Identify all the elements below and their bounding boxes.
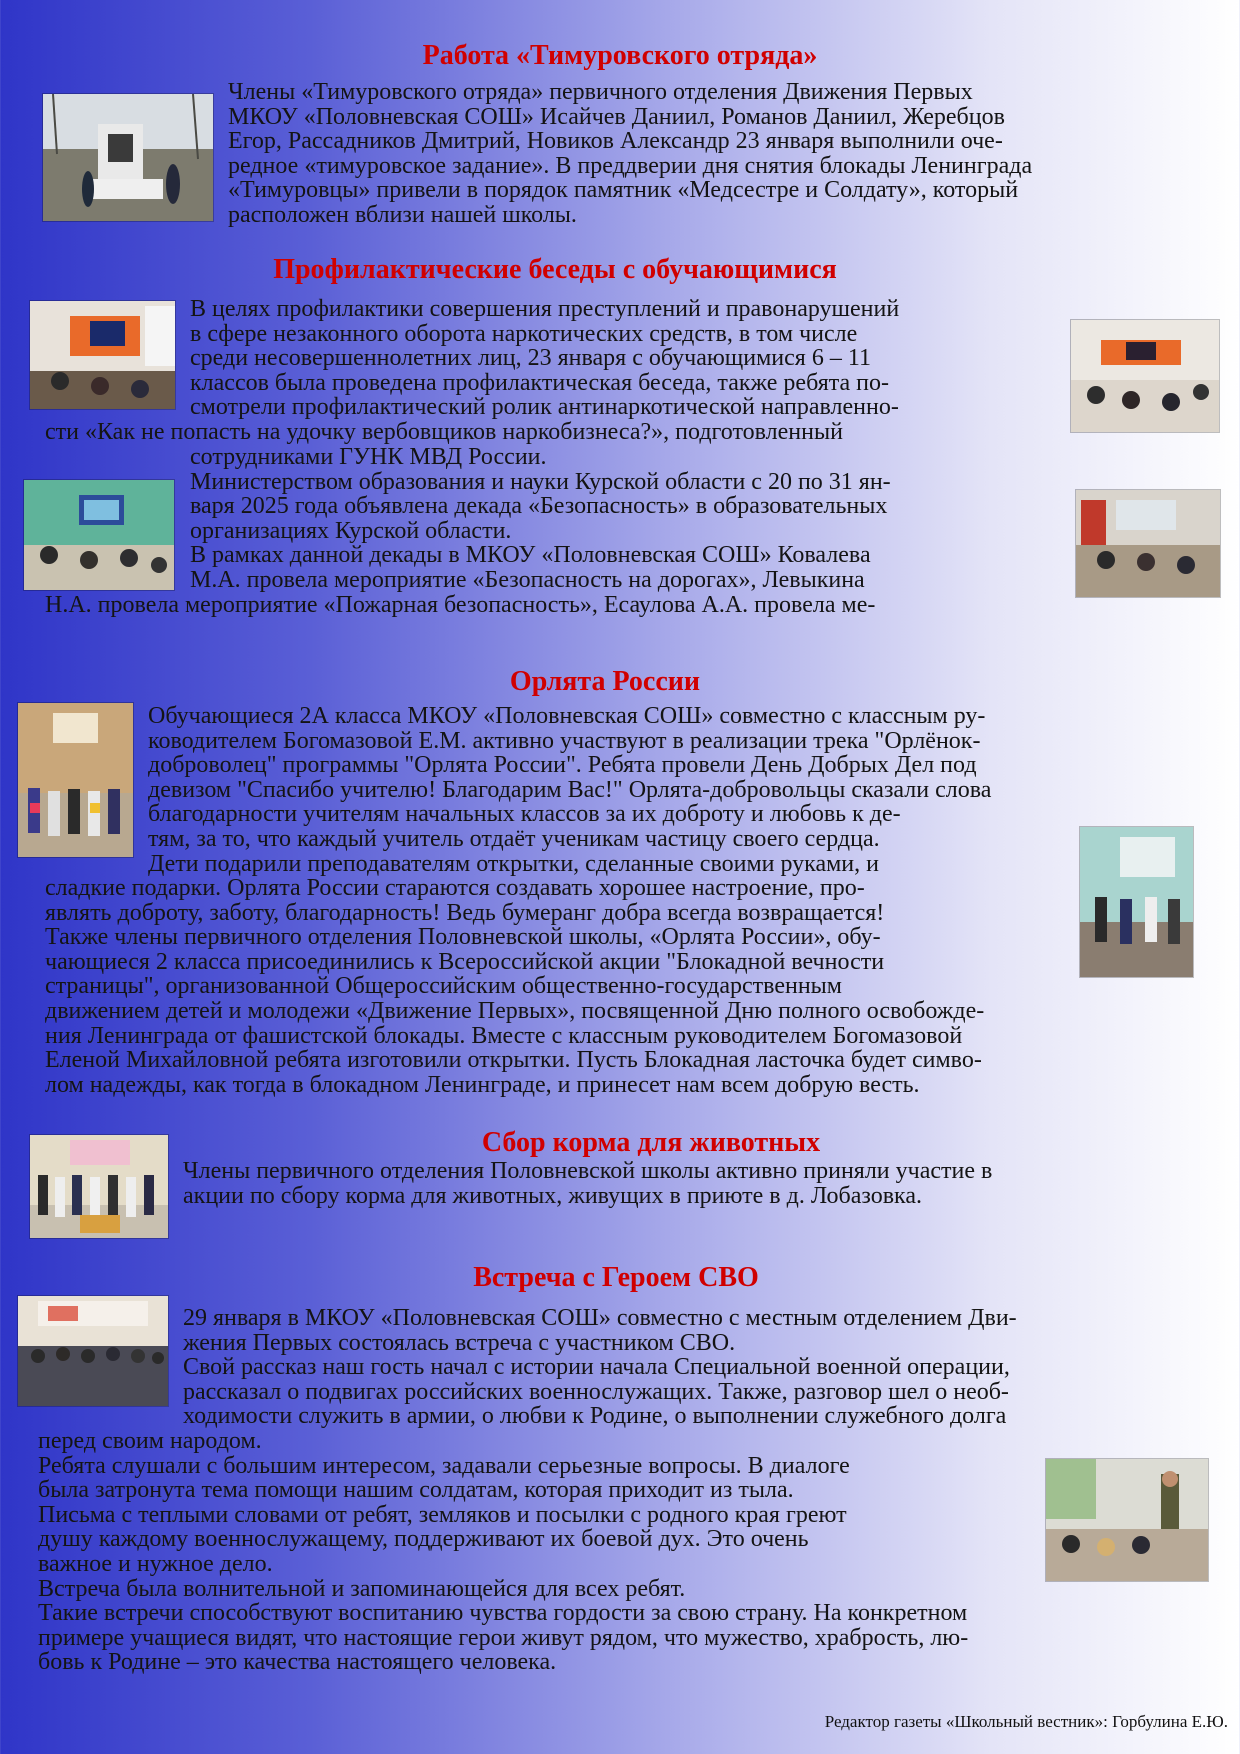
paragraph-hero-a bbox=[183, 1306, 1223, 1429]
text-line: страницы", организованной Общероссийским общественно-государственным bbox=[45, 973, 842, 1000]
paragraph-orlyata-b bbox=[45, 876, 1225, 1097]
photo-orlyata-1 bbox=[18, 703, 133, 857]
text-line: являть доброту, заботу, благодарность! Ведь бумеранг добра всегда возвращается! bbox=[45, 899, 885, 926]
text-line: смотрели профилактический ролик антинаркотической направленно- bbox=[190, 394, 899, 421]
paragraph-prof-b bbox=[45, 420, 1055, 445]
text-line: Члены «Тимуровского отряда» первичного отделения Движения Первых bbox=[228, 79, 973, 105]
text-line: «Тимуровцы» привели в порядок памятник «Медсестре и Солдату», который bbox=[228, 177, 1019, 204]
text-line: сти «Как не попасть на удочку вербовщиков наркобизнеса?», подготовленный bbox=[45, 419, 843, 445]
photo-feed bbox=[30, 1135, 168, 1238]
text-line: благодарности учителям начальных классов за их доброту и любовь к де- bbox=[148, 801, 901, 828]
text-line: Дети подарили преподавателям открытки, сделанные своими руками, и bbox=[148, 850, 879, 877]
paragraph-prof-c bbox=[190, 445, 1070, 593]
text-line: расположен вблизи нашей школы. bbox=[228, 201, 577, 228]
text-line: Ребята слушали с большим интересом, задавали серьезные вопросы. В диалоге bbox=[38, 1452, 850, 1479]
section-title-prof: Профилактические беседы с обучающимися bbox=[273, 254, 837, 285]
text-line: важное и нужное дело. bbox=[38, 1550, 273, 1577]
paragraph-feed bbox=[183, 1159, 1203, 1208]
photo-monument bbox=[43, 94, 213, 221]
text-line: жения Первых состоялась встреча с участником СВО. bbox=[183, 1329, 736, 1356]
text-line: примере учащиеся видят, что настоящие герои живут рядом, что мужество, храбрость, лю- bbox=[38, 1624, 969, 1651]
paragraph-hero-b bbox=[38, 1429, 1218, 1675]
text-line: сладкие подарки. Орлята России стараются создавать хорошее настроение, про- bbox=[45, 875, 865, 901]
text-line: Обучающиеся 2А класса МКОУ «Половневская СОШ» совместно с классным ру- bbox=[148, 703, 986, 729]
text-line: Также члены первичного отделения Половневской школы, «Орлята России», обу- bbox=[45, 924, 881, 951]
text-line: В целях профилактики совершения преступлений и правонарушений bbox=[190, 296, 900, 322]
text-line: ния Ленинграда от фашистской блокады. Вместе с классным руководителем Богомазовой bbox=[45, 1022, 963, 1049]
text-line: среди несовершеннолетних лиц, 23 января с обучающимися 6 – 11 bbox=[190, 345, 871, 372]
text-line: В рамках данной декады в МКОУ «Половневская СОШ» Ковалева bbox=[190, 542, 871, 569]
text-line: Н.А. провела мероприятие «Пожарная безопасность», Есаулова А.А. провела ме- bbox=[45, 592, 876, 618]
text-line: сотрудниками ГУНК МВД России. bbox=[190, 444, 547, 470]
paragraph-timur bbox=[228, 80, 1218, 228]
text-line: акции по сбору корма для животных, живущих в приюте в д. Лобазовка. bbox=[183, 1182, 922, 1209]
section-title-feed: Сбор корма для животных bbox=[481, 1127, 821, 1158]
text-line: была затронута тема помощи нашим солдатам, которая приходит из тыла. bbox=[38, 1477, 794, 1504]
text-line: редное «тимуровское задание». В преддверии дня снятия блокады Ленинграда bbox=[228, 152, 1033, 179]
text-line: организациях Курской области. bbox=[190, 517, 512, 544]
text-line: тям, за то, что каждый учитель отдаёт ученикам частицу своего сердца. bbox=[148, 825, 880, 852]
text-line: в сфере незаконного оборота наркотических средств, в том числе bbox=[190, 320, 858, 347]
text-line: Свой рассказ наш гость начал с истории начала Специальной военной операции, bbox=[183, 1354, 1010, 1381]
text-line: Еленой Михайловной ребята изготовили открытки. Пусть Блокадная ласточка будет симво- bbox=[45, 1047, 982, 1074]
photo-classroom-1 bbox=[30, 301, 175, 409]
paragraph-orlyata-a bbox=[148, 704, 1228, 876]
text-line: Письма с теплыми словами от ребят, земляков и посылки с родного края греют bbox=[38, 1501, 847, 1528]
section-title-hero: Встреча с Героем СВО bbox=[473, 1262, 759, 1293]
photo-classroom-2 bbox=[1071, 320, 1219, 432]
text-line: девизом "Спасибо учителю! Благодарим Вас!" Орлята-добровольцы сказали слова bbox=[148, 776, 992, 803]
text-line: Министерством образования и науки Курской области с 20 по 31 ян- bbox=[190, 468, 891, 495]
text-line: Егор, Рассадников Дмитрий, Новиков Александр 23 января выполнили оче- bbox=[228, 128, 1003, 155]
text-line: варя 2025 года объявлена декада «Безопасность» в образовательных bbox=[190, 493, 888, 520]
text-line: ководителем Богомазовой Е.М. активно участвуют в реализации трека "Орлёнок- bbox=[148, 727, 981, 754]
text-line: Члены первичного отделения Половневской школы активно приняли участие в bbox=[183, 1158, 993, 1184]
text-line: МКОУ «Половневская СОШ» Исайчев Даниил, Романов Даниил, Жеребцов bbox=[228, 103, 1005, 130]
paragraph-prof-d bbox=[45, 593, 1075, 618]
text-line: перед своим народом. bbox=[38, 1428, 262, 1454]
section-title-timur: Работа «Тимуровского отряда» bbox=[422, 40, 818, 71]
photo-classroom-4 bbox=[1076, 490, 1220, 597]
text-line: Такие встречи способствуют воспитанию чувства гордости за свою страну. На конкретном bbox=[38, 1600, 968, 1627]
text-line: доброволец" программы "Орлята России". Ребята провели День Добрых Дел под bbox=[148, 752, 977, 779]
text-line: Встреча была волнительной и запоминающейся для всех ребят. bbox=[38, 1575, 686, 1602]
photo-hero-1 bbox=[18, 1296, 168, 1406]
section-title-orlyata: Орлята России bbox=[509, 666, 701, 697]
text-line: бовь к Родине – это качества настоящего человека. bbox=[38, 1649, 557, 1676]
text-line: движением детей и молодежи «Движение Первых», посвященной Дню полного освобожде- bbox=[45, 997, 985, 1024]
text-line: душу каждому военнослужащему, поддерживают их боевой дух. Это очень bbox=[38, 1526, 809, 1553]
photo-classroom-3 bbox=[24, 480, 174, 590]
text-line: лом надежды, как тогда в блокадном Ленинграде, и принесет нам всем добрую весть. bbox=[45, 1071, 920, 1098]
text-line: ходимости служить в армии, о любви к Родине, о выполнении служебного долга bbox=[183, 1403, 1007, 1430]
text-line: рассказал о подвигах российских военнослужащих. Также, разговор шел о необ- bbox=[183, 1378, 1009, 1405]
editor-credit: Редактор газеты «Школьный вестник»: Горбулина Е.Ю. bbox=[824, 1712, 1228, 1731]
text-line: классов была проведена профилактическая беседа, также ребята по- bbox=[190, 369, 889, 396]
text-line: 29 января в МКОУ «Половневская СОШ» совместно с местным отделением Дви- bbox=[183, 1305, 1017, 1331]
text-line: чающиеся 2 класса присоединились к Всероссийской акции "Блокадной вечности bbox=[45, 948, 885, 975]
paragraph-prof-a bbox=[190, 297, 1060, 420]
text-line: М.А. провела мероприятие «Безопасность на дорогах», Левыкина bbox=[190, 566, 865, 593]
